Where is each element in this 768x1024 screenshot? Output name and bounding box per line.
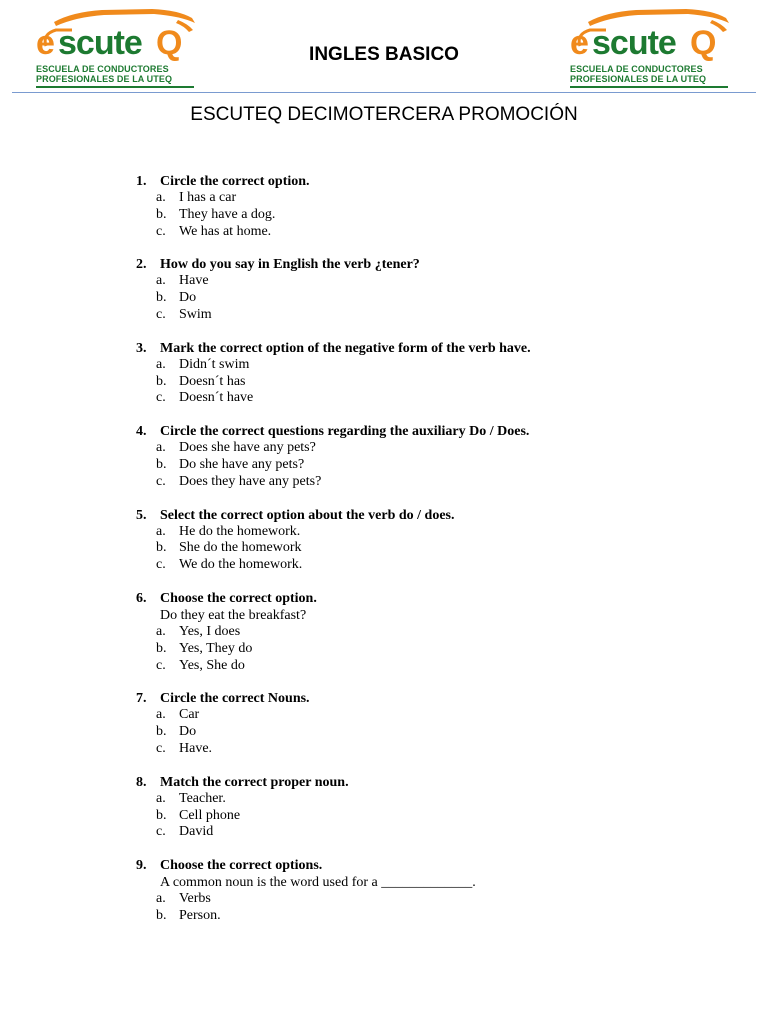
option-text: Verbs [179, 891, 211, 907]
question-item [136, 173, 696, 240]
answer-option[interactable] [136, 707, 696, 724]
option-letter: a. [156, 790, 166, 806]
option-text: Doesn´t has [179, 373, 246, 389]
option-letter: a. [156, 707, 166, 723]
answer-option[interactable] [136, 307, 696, 324]
option-text: Does they have any pets? [179, 473, 322, 489]
answer-option[interactable] [136, 374, 696, 391]
answer-option[interactable] [136, 908, 696, 925]
question-number: 2. [136, 257, 147, 273]
svg-text:e: e [570, 24, 588, 62]
question-item [136, 590, 696, 674]
question-text: Circle the correct option. [160, 174, 310, 189]
option-text: Swim [179, 306, 212, 322]
answer-option[interactable] [136, 641, 696, 658]
option-letter: c. [156, 740, 166, 756]
question-text: Mark the correct option of the negative form of the verb have. [160, 340, 531, 356]
answer-option[interactable] [136, 891, 696, 908]
answer-option[interactable] [136, 658, 696, 675]
answer-option[interactable] [136, 273, 696, 290]
question-heading [136, 256, 696, 273]
option-letter: b. [156, 290, 167, 306]
question-text: Circle the correct questions regarding the auxiliary Do / Does. [160, 424, 530, 440]
answer-option[interactable] [136, 190, 696, 207]
option-text: Person. [179, 907, 221, 923]
option-text: They have a dog. [179, 206, 276, 222]
logo-subtitle: ESCUELA DE CONDUCTORES PROFESIONALES DE LA UTEQ [36, 64, 173, 84]
svg-text:e: e [36, 24, 54, 62]
option-letter: a. [156, 440, 166, 456]
option-letter: c. [156, 473, 166, 489]
answer-option[interactable] [136, 207, 696, 224]
option-text: David [179, 824, 214, 840]
question-heading [136, 507, 696, 524]
option-text: Doesn´t have [179, 390, 254, 406]
question-heading [136, 590, 696, 607]
answer-option[interactable] [136, 290, 696, 307]
option-text: Does she have any pets? [179, 440, 316, 456]
logo-divider [570, 86, 728, 88]
option-letter: b. [156, 206, 167, 222]
option-text: Didn´t swim [179, 356, 250, 372]
question-item [136, 423, 696, 490]
answer-option[interactable] [136, 808, 696, 825]
option-text: He do the homework. [179, 523, 301, 539]
question-text: How do you say in English the verb ¿tener? [160, 257, 420, 273]
question-number: 5. [136, 507, 147, 523]
page-title: INGLES BASICO [309, 44, 459, 65]
question-heading [136, 340, 696, 357]
option-letter: c. [156, 557, 166, 573]
question-number: 9. [136, 858, 147, 874]
question-item [136, 774, 696, 841]
option-text: Have. [179, 740, 213, 756]
answer-option[interactable] [136, 224, 696, 241]
answer-option[interactable] [136, 791, 696, 808]
option-text: Have [179, 273, 209, 289]
logo-divider [36, 86, 194, 88]
option-text: Yes, They do [179, 640, 253, 656]
question-item [136, 690, 696, 757]
answer-option[interactable] [136, 824, 696, 841]
answer-option[interactable] [136, 474, 696, 491]
answer-option[interactable] [136, 624, 696, 641]
option-text: She do the homework [179, 540, 302, 556]
question-text: Match the correct proper noun. [160, 774, 349, 790]
option-letter: a. [156, 523, 166, 539]
option-text: We do the homework. [179, 557, 303, 573]
option-letter: c. [156, 223, 166, 239]
option-letter: b. [156, 373, 167, 389]
option-text: Do [179, 290, 197, 306]
option-text: Teacher. [179, 790, 226, 806]
question-prompt: A common noun is the word used for a _____________. [160, 875, 476, 891]
option-text: Yes, She do [179, 657, 245, 673]
option-text: Car [179, 707, 200, 723]
option-letter: c. [156, 390, 166, 406]
question-heading [136, 774, 696, 791]
answer-option[interactable] [136, 540, 696, 557]
option-letter: b. [156, 540, 167, 556]
question-number: 4. [136, 424, 147, 440]
answer-option[interactable] [136, 390, 696, 407]
option-letter: b. [156, 807, 167, 823]
option-letter: b. [156, 640, 167, 656]
question-heading [136, 173, 696, 190]
question-text: Circle the correct Nouns. [160, 691, 310, 707]
option-text: We has at home. [179, 223, 272, 239]
option-letter: b. [156, 456, 167, 472]
svg-text:Q: Q [690, 24, 717, 62]
svg-text:scute: scute [592, 24, 676, 62]
option-letter: b. [156, 724, 167, 740]
question-heading [136, 857, 696, 874]
question-number: 7. [136, 691, 147, 707]
answer-option[interactable] [136, 557, 696, 574]
page-subtitle: ESCUTEQ DECIMOTERCERA PROMOCIÓN [190, 104, 578, 125]
option-text: Do [179, 724, 197, 740]
option-letter: a. [156, 891, 166, 907]
option-letter: a. [156, 623, 166, 639]
question-item [136, 857, 696, 925]
header-divider [12, 92, 756, 93]
logo-subtitle: ESCUELA DE CONDUCTORES PROFESIONALES DE LA UTEQ [570, 64, 707, 84]
question-item [136, 507, 696, 574]
option-text: Do she have any pets? [179, 456, 305, 472]
option-text: I has a car [179, 190, 237, 205]
question-prompt: Do they eat the breakfast? [160, 607, 307, 623]
answer-option[interactable] [136, 457, 696, 474]
option-letter: b. [156, 907, 167, 923]
quiz-questions [136, 173, 696, 941]
answer-option[interactable] [136, 524, 696, 541]
option-letter: c. [156, 657, 166, 673]
question-heading [136, 690, 696, 707]
option-letter: c. [156, 306, 166, 322]
option-letter: c. [156, 824, 166, 840]
answer-option[interactable] [136, 741, 696, 758]
question-text: Select the correct option about the verb do / does. [160, 507, 455, 523]
question-number: 3. [136, 340, 147, 356]
svg-text:scute: scute [58, 24, 142, 62]
question-text: Choose the correct option. [160, 590, 317, 606]
option-letter: a. [156, 190, 166, 205]
question-number: 6. [136, 590, 147, 606]
svg-text:Q: Q [156, 24, 183, 62]
option-text: Yes, I does [179, 623, 241, 639]
question-heading [136, 423, 696, 440]
question-text: Choose the correct options. [160, 858, 323, 874]
question-number: 1. [136, 174, 147, 189]
option-letter: a. [156, 356, 166, 372]
option-letter: a. [156, 273, 166, 289]
question-item [136, 340, 696, 407]
question-number: 8. [136, 774, 147, 790]
answer-option[interactable] [136, 724, 696, 741]
answer-option[interactable] [136, 357, 696, 374]
answer-option[interactable] [136, 440, 696, 457]
option-text: Cell phone [179, 807, 241, 823]
question-item [136, 256, 696, 323]
